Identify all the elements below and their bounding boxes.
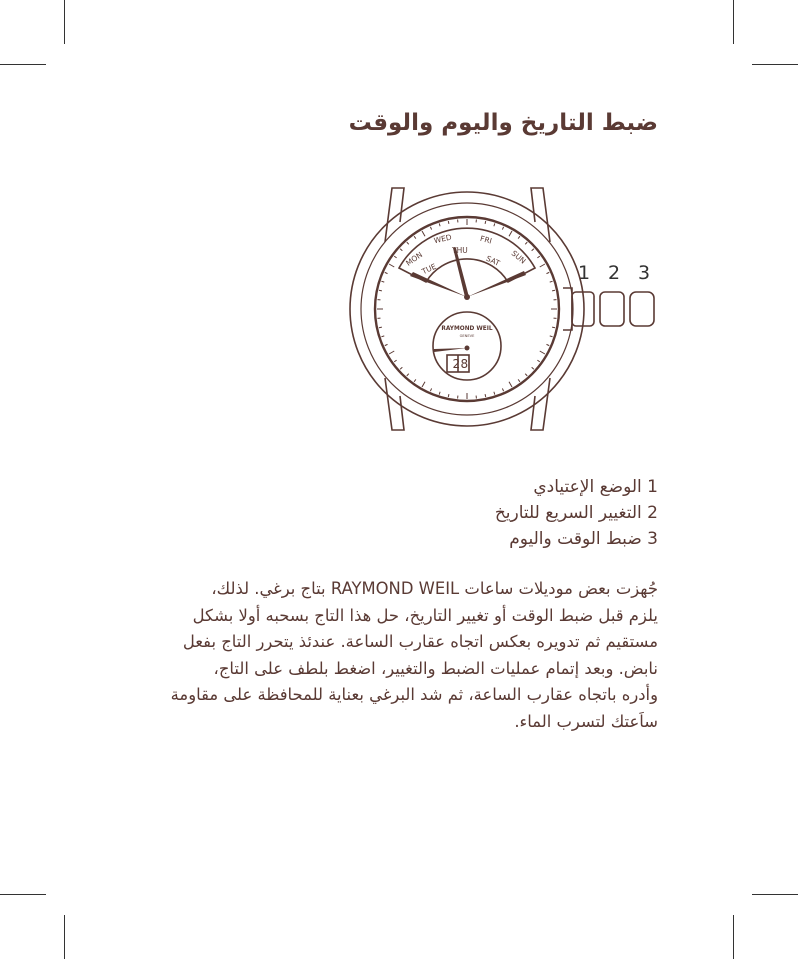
lug-top-left xyxy=(385,188,404,242)
crown-label-3: 3 xyxy=(638,262,651,284)
paragraph-line: يلزم قبل ضبط الوقت أو تغيير التاريخ، حل هذا التاج بسحبه أولا بشكل xyxy=(192,605,658,625)
crop-mark-bottom-right-h xyxy=(752,894,798,895)
dial-tick xyxy=(448,221,449,224)
dial-tick xyxy=(414,379,416,381)
dial-tick xyxy=(502,227,503,230)
brand-logo-text: RAYMOND WEIL xyxy=(441,326,493,332)
date-digit-1: 2 xyxy=(452,357,461,371)
dial-tick xyxy=(381,281,384,282)
dial-tick xyxy=(414,236,416,238)
dial-tick xyxy=(422,231,425,236)
crop-mark-top-left-h xyxy=(0,64,46,65)
watch-bezel xyxy=(361,203,573,415)
brand-city-text: GENEVE xyxy=(459,334,475,338)
page-title: ضبط التاريخ واليوم والوقت xyxy=(348,110,658,136)
date-hand xyxy=(434,348,467,352)
paragraph-line: جُهزت بعض موديلات ساعات RAYMOND WEIL بتاج برغي. لذلك، xyxy=(211,579,658,598)
day-hand xyxy=(453,248,469,297)
dial-tick xyxy=(400,367,402,369)
crown-position-2 xyxy=(600,292,624,326)
watch-dial xyxy=(375,217,559,401)
day-label-thu: THU xyxy=(452,246,468,255)
crop-mark-bottom-left-v xyxy=(64,915,65,959)
dial-tick xyxy=(552,327,555,328)
dial-tick xyxy=(525,374,527,376)
subdial-pin xyxy=(465,346,470,351)
date-digit-2: 8 xyxy=(460,357,469,371)
paragraph-line: وأدره باتجاه عقارب الساعة، ثم شد البرغي بعناية للمحافظة على مقاومة xyxy=(170,685,658,704)
step-text: التغيير السريع للتاريخ xyxy=(494,503,642,523)
dial-tick xyxy=(422,382,425,387)
day-label-wed: WED xyxy=(433,232,453,246)
dial-tick xyxy=(540,264,545,267)
dial-tick xyxy=(532,367,534,369)
dial-tick xyxy=(407,242,409,244)
dial-tick xyxy=(407,374,409,376)
day-label-mon: MON xyxy=(404,250,425,268)
dial-tick xyxy=(509,231,512,236)
dial-tick xyxy=(385,344,388,345)
day-label-sat: SAT xyxy=(484,253,502,268)
crown-label-1: 1 xyxy=(578,262,591,284)
dial-tick xyxy=(385,272,388,273)
instructions-paragraph xyxy=(118,576,658,735)
dial-tick xyxy=(546,272,549,273)
dial-tick xyxy=(518,236,520,238)
steps-list xyxy=(238,474,658,552)
dial-tick xyxy=(537,360,539,362)
lug-top-right xyxy=(531,188,550,242)
watch-drawing xyxy=(330,180,670,440)
dial-tick xyxy=(389,351,394,354)
center-pin xyxy=(464,294,470,300)
dial-tick xyxy=(540,351,545,354)
step-item xyxy=(238,474,658,500)
dial-tick xyxy=(485,394,486,397)
dial-tick xyxy=(430,388,431,391)
dial-tick xyxy=(430,227,431,230)
crop-mark-bottom-left-h xyxy=(0,894,46,895)
step-text: الوضع الإعتيادي xyxy=(533,477,642,497)
day-label-fri: FRI xyxy=(479,233,493,246)
dial-tick xyxy=(439,223,440,226)
crop-mark-top-right-h xyxy=(752,64,798,65)
dial-tick xyxy=(389,264,394,267)
crop-mark-top-left-v xyxy=(64,0,65,44)
dial-tick xyxy=(494,392,495,395)
paragraph-line: نابض. وبعد إتمام عمليات الضبط والتغيير، اضغط بلطف على التاج، xyxy=(213,658,658,678)
dial-tick xyxy=(546,344,549,345)
step-text: ضبط الوقت واليوم xyxy=(509,529,642,549)
dial-tick xyxy=(502,388,503,391)
dial-tick xyxy=(381,336,384,337)
dial-tick xyxy=(448,394,449,397)
minute-hand xyxy=(467,271,526,297)
dial-tick xyxy=(394,256,396,258)
dial-tick xyxy=(550,281,553,282)
dial-tick xyxy=(494,223,495,226)
dial-tick xyxy=(550,336,553,337)
step-number: 2 xyxy=(647,503,658,523)
paragraph-line: مستقيم ثم تدويره بعكس اتجاه عقارب الساعة. عندئذ يتحرر التاج بفعل xyxy=(182,632,658,651)
paragraph-line: ساَعتك لتسرب الماء. xyxy=(514,711,658,731)
step-item xyxy=(238,526,658,552)
crown-label-2: 2 xyxy=(608,262,621,284)
crown-stem xyxy=(563,288,572,330)
crown-position-3 xyxy=(630,292,654,326)
dial-tick xyxy=(439,392,440,395)
dial-tick xyxy=(525,242,527,244)
dial-tick xyxy=(537,256,539,258)
dial-tick xyxy=(379,290,382,291)
dial-tick xyxy=(518,379,520,381)
day-label-tue: TUE xyxy=(420,261,438,277)
watch-illustration xyxy=(330,180,670,440)
dial-tick xyxy=(532,249,534,251)
crop-mark-top-right-v xyxy=(733,0,734,44)
dial-tick xyxy=(552,290,555,291)
dial-tick xyxy=(509,382,512,387)
dial-tick xyxy=(400,249,402,251)
step-number: 1 xyxy=(647,477,658,497)
step-item xyxy=(238,500,658,526)
dial-tick xyxy=(485,221,486,224)
day-label-sun: SUN xyxy=(509,248,528,266)
hour-hand xyxy=(410,272,467,297)
dial-tick xyxy=(379,327,382,328)
crop-mark-bottom-right-v xyxy=(733,915,734,959)
dial-tick xyxy=(394,360,396,362)
step-number: 3 xyxy=(647,529,658,549)
